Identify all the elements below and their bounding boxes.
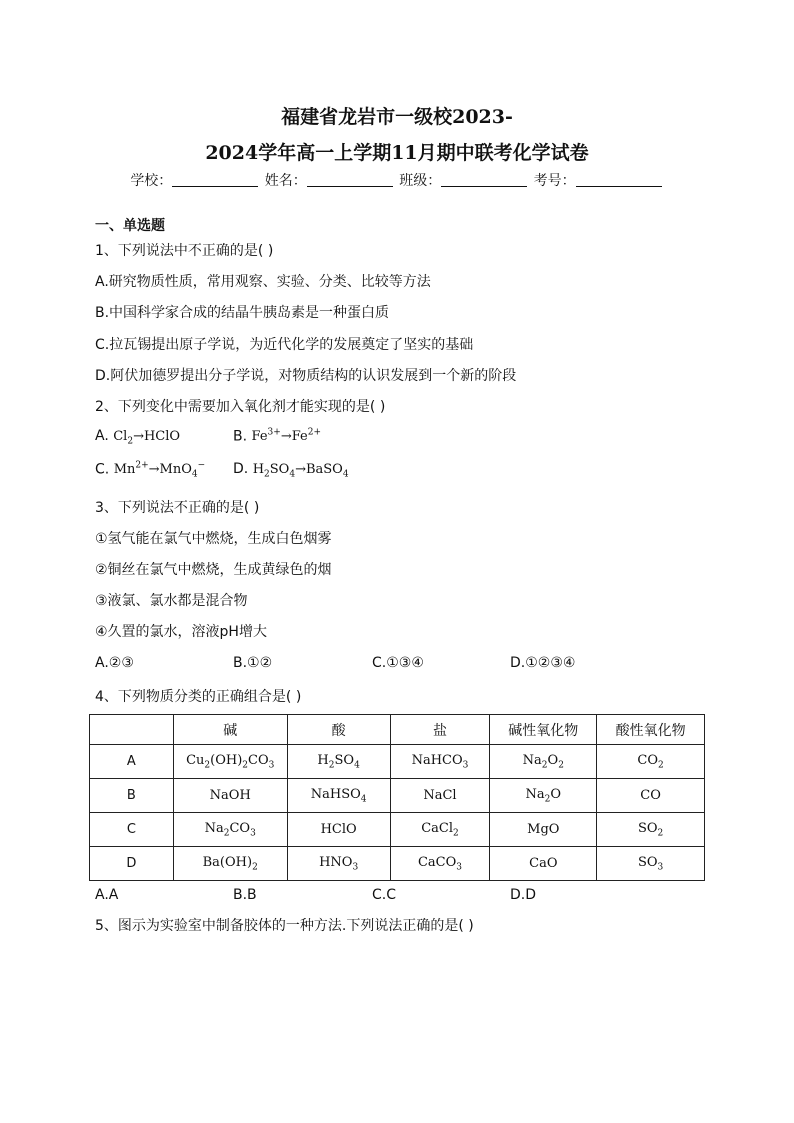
question-3-statement-3: ③液氯、氯水都是混合物 (95, 593, 248, 609)
basic-oxide-cell: $Na_2O$ (490, 779, 597, 813)
formula: $Mn^{2+}\to MnO_4^-$ (113, 461, 206, 480)
question-2-option-b (233, 428, 321, 444)
section-heading: 一、单选题 (95, 218, 165, 234)
question-1-option-c: C.拉瓦锡提出原子学说，为近代化学的发展奠定了坚实的基础 (95, 337, 474, 353)
acidic-oxide-cell: CO (597, 779, 705, 813)
salt-cell: CaCl$_2$ (390, 813, 490, 847)
formula: $H_2SO_4\to BaSO_4$ (252, 462, 349, 480)
acidic-oxide-cell: $CO_2$ (597, 745, 705, 779)
question-3-option-c: C.①③④ (372, 655, 424, 671)
table-header-cell: 酸性氧化物 (597, 715, 705, 745)
table-row (90, 813, 705, 847)
question-2-option-c (95, 461, 205, 480)
question-1-stem: 1、下列说法中不正确的是( ) (95, 243, 274, 259)
table-header-cell: 碱 (173, 715, 287, 745)
question-2-stem: 2、下列变化中需要加入氧化剂才能实现的是( ) (95, 399, 386, 415)
question-3-option-d: D.①②③④ (510, 655, 576, 671)
question-3-option-b: B.①② (233, 655, 273, 671)
table-header-cell (90, 715, 174, 745)
name-label: 姓名： (264, 173, 307, 189)
school-blank[interactable] (172, 172, 258, 187)
question-1-option-b: B.中国科学家合成的结晶牛胰岛素是一种蛋白质 (95, 305, 390, 321)
base-cell: $Cu_2(OH)_2CO_3$ (173, 745, 287, 779)
salt-cell: NaHCO$_3$ (390, 745, 490, 779)
base-cell: $Na_2CO_3$ (173, 813, 287, 847)
option-label: A. (95, 428, 109, 444)
row-label: D (90, 847, 174, 881)
table-header-cell: 酸 (287, 715, 390, 745)
exam-number-blank[interactable] (576, 172, 662, 187)
question-3-option-a: A.②③ (95, 655, 134, 671)
question-4-option-a: A.A (95, 887, 119, 903)
table-row (90, 745, 705, 779)
basic-oxide-cell: MgO (490, 813, 597, 847)
question-5-stem: 5、图示为实验室中制备胶体的一种方法.下列说法正确的是( ) (95, 918, 474, 934)
row-label: A (90, 745, 174, 779)
table-row (90, 779, 705, 813)
acidic-oxide-cell: $SO_3$ (597, 847, 705, 881)
class-blank[interactable] (441, 172, 527, 187)
school-label: 学校： (130, 173, 173, 189)
exam-number-label: 考号： (533, 173, 576, 189)
basic-oxide-cell: CaO (490, 847, 597, 881)
page-title-line-2: 2024学年高一上学期11月期中联考化学试卷 (205, 142, 589, 164)
question-3-statement-1: ①氢气能在氯气中燃烧，生成白色烟雾 (95, 531, 332, 547)
question-3-statement-4: ④久置的氯水，溶液pH增大 (95, 624, 267, 640)
option-label: D. (233, 461, 249, 477)
acid-cell: $H_2SO_4$ (287, 745, 390, 779)
table-header-row (90, 715, 705, 745)
student-info-row (0, 170, 794, 190)
option-label: C. (95, 461, 110, 478)
name-blank[interactable] (307, 172, 393, 187)
formula: $Fe^{3+}\to Fe^{2+}$ (251, 428, 321, 445)
table-header-cell: 盐 (390, 715, 490, 745)
question-4-stem: 4、下列物质分类的正确组合是( ) (95, 689, 302, 705)
acid-cell: $HNO_3$ (287, 847, 390, 881)
question-4-option-d: D.D (510, 887, 537, 903)
row-label: B (90, 779, 174, 813)
question-4-option-c: C.C (372, 887, 397, 903)
acid-cell: NaHSO$_4$ (287, 779, 390, 813)
question-1-option-a: A.研究物质性质，常用观察、实验、分类、比较等方法 (95, 274, 431, 290)
base-cell: $Ba(OH)_2$ (173, 847, 287, 881)
acid-cell: HClO (287, 813, 390, 847)
table-row (90, 847, 705, 881)
base-cell: NaOH (173, 779, 287, 813)
question-3-stem: 3、下列说法不正确的是( ) (95, 500, 260, 516)
basic-oxide-cell: $Na_2O_2$ (490, 745, 597, 779)
question-3-statement-2: ②铜丝在氯气中燃烧，生成黄绿色的烟 (95, 562, 332, 578)
option-label: B. (233, 428, 248, 445)
question-2-option-d (233, 461, 349, 480)
question-4-option-b: B.B (233, 887, 257, 903)
question-1-option-d: D.阿伏加德罗提出分子学说，对物质结构的认识发展到一个新的阶段 (95, 368, 517, 384)
formula: $Cl_2\to HClO$ (113, 429, 181, 447)
table-header-cell: 碱性氧化物 (490, 715, 597, 745)
salt-cell: NaCl (390, 779, 490, 813)
page-title-line-1: 福建省龙岩市一级校2023- (281, 106, 513, 128)
classification-table (89, 714, 705, 881)
acidic-oxide-cell: $SO_2$ (597, 813, 705, 847)
row-label: C (90, 813, 174, 847)
class-label: 班级： (399, 173, 442, 189)
question-2-option-a (95, 428, 180, 447)
salt-cell: CaCO$_3$ (390, 847, 490, 881)
